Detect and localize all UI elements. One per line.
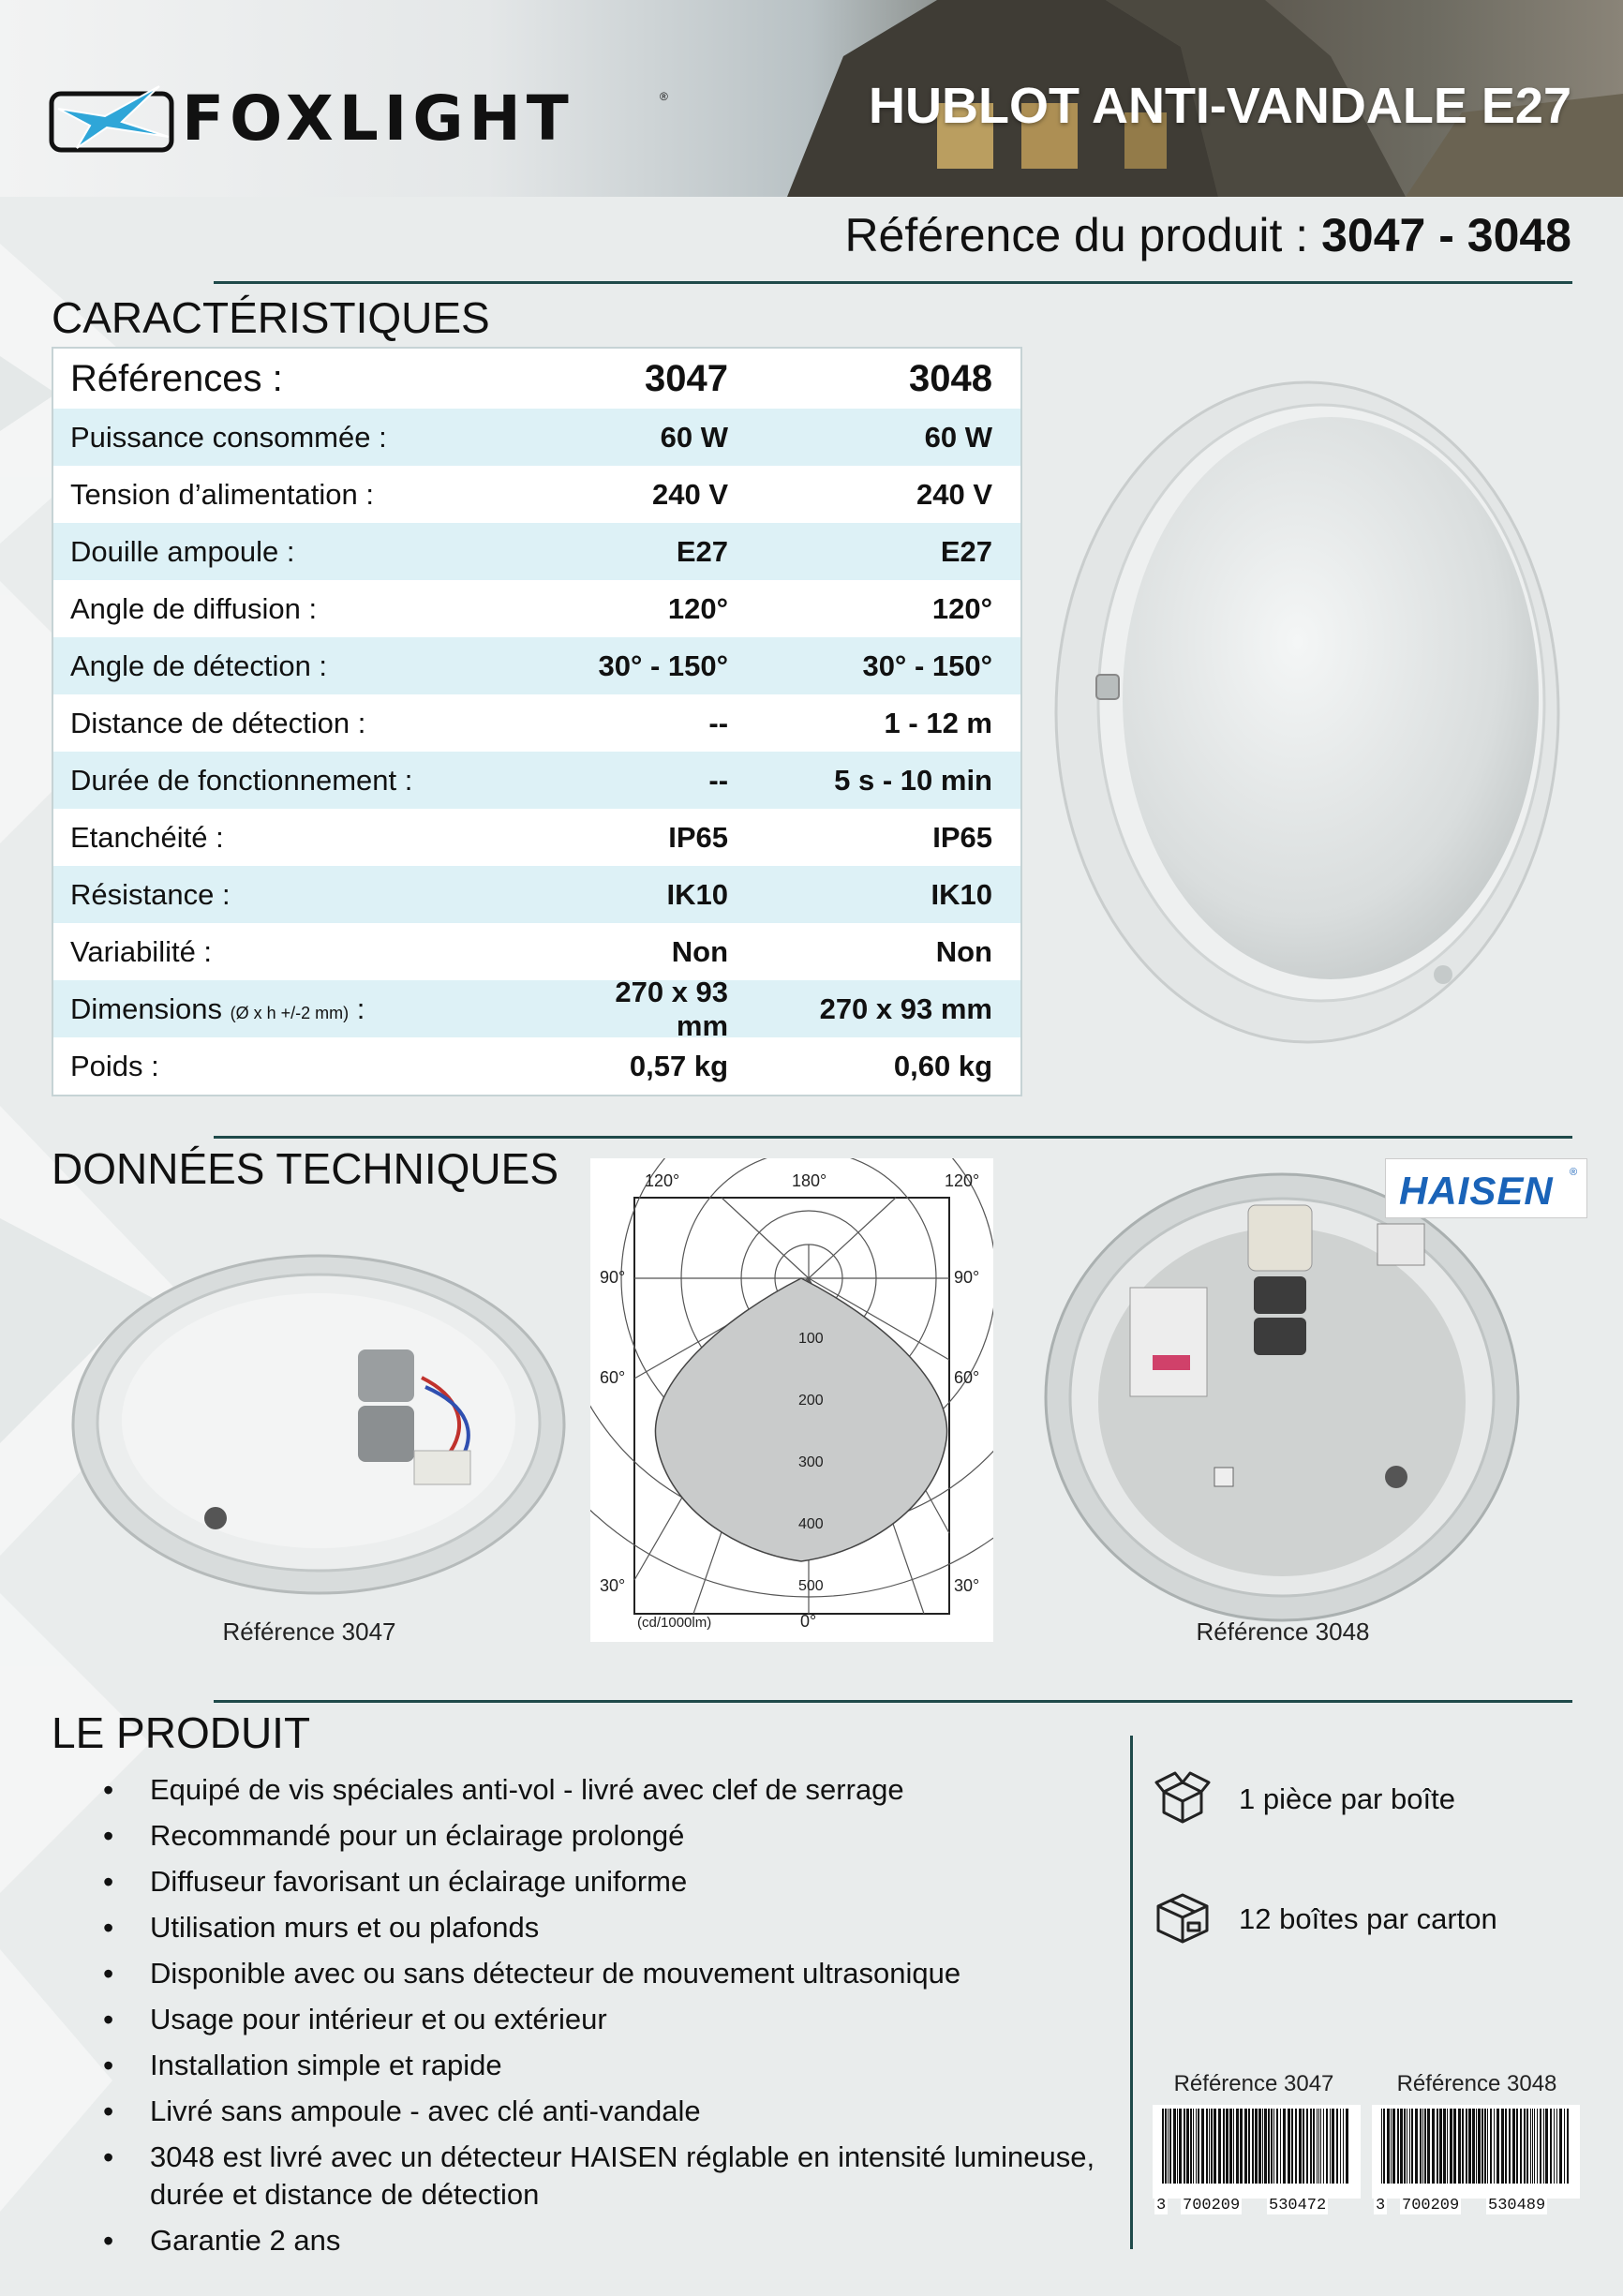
brand-name: FOXLIGHT xyxy=(182,82,574,155)
feature-item: • Usage pour intérieur et ou extérieur xyxy=(103,2001,1096,2038)
polar-0-label: 0° xyxy=(800,1612,817,1631)
product-title-section: LE PRODUIT xyxy=(52,1708,311,1757)
specs-row xyxy=(53,523,1020,580)
specs-row-value-3048: 270 x 93 mm xyxy=(819,991,992,1025)
specs-row-label: Angle de détection : xyxy=(70,649,328,682)
polar-60-right: 60° xyxy=(954,1368,980,1387)
barcode-digit-first: 3 xyxy=(1156,2197,1167,2214)
specs-row-value-3047: 120° xyxy=(667,591,729,625)
product-photo-dome xyxy=(1050,375,1565,1050)
polar-unit: (cd/1000lm) xyxy=(637,1615,712,1631)
specs-row-value-3048: 240 V xyxy=(916,477,992,511)
barcode-3047 xyxy=(1153,2105,1361,2214)
specs-row xyxy=(53,466,1020,523)
divider-technical xyxy=(214,1136,1572,1139)
specs-row-label: Tension d’alimentation : xyxy=(70,477,374,511)
specs-row-value-3048: 0,60 kg xyxy=(893,1049,992,1082)
feature-item: • 3048 est livré avec un détecteur HAISEN réglable en intensité lumineuse, durée et distance de détection xyxy=(103,2139,1096,2214)
brand-registered-mark: ® xyxy=(660,90,668,103)
specs-row-value-3047: IK10 xyxy=(666,877,729,911)
polar-radial-300: 300 xyxy=(798,1454,824,1470)
product-title: HUBLOT ANTI-VANDALE E27 xyxy=(868,78,1571,134)
product-photo-3048-open xyxy=(1040,1168,1527,1627)
carton-icon xyxy=(1153,1887,1213,1947)
specs-row xyxy=(53,1037,1020,1095)
box-open-icon xyxy=(1153,1767,1213,1827)
barcode-bars xyxy=(1377,2109,1574,2184)
packaging-per-carton-text: 12 boîtes par carton xyxy=(1239,1902,1497,1935)
specs-row-label: Dimensions (Ø x h +/-2 mm) : xyxy=(70,991,365,1025)
caption-3048: Référence 3048 xyxy=(1196,1618,1370,1646)
fox-icon xyxy=(49,81,175,156)
feature-item: • Recommandé pour un éclairage prolongé xyxy=(103,1817,1096,1855)
specs-row-value-3047: Non xyxy=(671,934,729,968)
polar-90-left: 90° xyxy=(600,1268,626,1287)
polar-diagram-svg xyxy=(590,1158,993,1642)
specs-row-label-note: (Ø x h +/-2 mm) xyxy=(230,1003,350,1022)
polar-radial-400: 400 xyxy=(798,1516,824,1532)
barcode-label-3048: Référence 3048 xyxy=(1396,2071,1557,2096)
specs-row-value-3048: 60 W xyxy=(924,420,992,454)
specs-row-label: Puissance consommée : xyxy=(70,420,387,454)
haisen-registered-mark: ® xyxy=(1570,1167,1578,1178)
reference-label: Référence du produit : xyxy=(844,209,1322,261)
specs-row-value-3047: 60 W xyxy=(660,420,729,454)
specs-row xyxy=(53,975,1020,1042)
specs-row-label: Distance de détection : xyxy=(70,706,366,739)
specs-row-label: Etanchéité : xyxy=(70,820,224,854)
feature-item: • Disponible avec ou sans détecteur de mouvement ultrasonique xyxy=(103,1955,1096,1992)
specs-row xyxy=(53,923,1020,980)
divider-top xyxy=(214,281,1572,284)
barcode-bars xyxy=(1158,2109,1355,2184)
feature-list xyxy=(103,1771,1096,2268)
polar-top-center: 180° xyxy=(792,1171,827,1190)
specs-table xyxy=(52,347,1022,1096)
specs-row-value-3047: 240 V xyxy=(652,477,729,511)
feature-item: • Utilisation murs et ou plafonds xyxy=(103,1909,1096,1946)
specs-row-value-3048: IP65 xyxy=(932,820,992,854)
feature-item: • Equipé de vis spéciales anti-vol - livré avec clef de serrage xyxy=(103,1771,1096,1809)
feature-item: • Installation simple et rapide xyxy=(103,2047,1096,2084)
barcode-digits-right: 530472 xyxy=(1269,2197,1327,2214)
specs-row-value-3048: IK10 xyxy=(931,877,992,911)
specs-row-value-3048: 120° xyxy=(931,591,992,625)
feature-item: • Garantie 2 ans xyxy=(103,2222,1096,2259)
header-banner xyxy=(0,0,1623,197)
barcode-digits-left: 700209 xyxy=(1402,2197,1460,2214)
characteristics-title: CARACTÉRISTIQUES xyxy=(52,293,490,342)
specs-row-value-3047: E27 xyxy=(676,534,729,568)
packaging-per-box-text: 1 pièce par boîte xyxy=(1239,1782,1455,1815)
feature-item: • Diffuseur favorisant un éclairage uniforme xyxy=(103,1863,1096,1901)
polar-radial-200: 200 xyxy=(798,1393,824,1409)
specs-header-label: Références : xyxy=(70,357,283,399)
specs-row-label: Douille ampoule : xyxy=(70,534,295,568)
barcode-3048 xyxy=(1372,2105,1580,2214)
polar-radial-100: 100 xyxy=(798,1331,824,1347)
specs-row-value-3047: -- xyxy=(708,706,729,739)
specs-row-value-3048: E27 xyxy=(940,534,992,568)
specs-row-label: Angle de diffusion : xyxy=(70,591,318,625)
packaging-per-carton xyxy=(1153,1887,1602,1953)
polar-top-left: 120° xyxy=(645,1171,680,1190)
specs-row-label: Résistance : xyxy=(70,877,231,911)
polar-60-left: 60° xyxy=(600,1368,626,1387)
specs-row-value-3047: -- xyxy=(708,763,729,797)
technical-title: DONNÉES TECHNIQUES xyxy=(52,1144,559,1193)
product-photo-3047-open xyxy=(66,1237,572,1603)
specs-row-value-3048: 1 - 12 m xyxy=(884,706,992,739)
specs-row xyxy=(53,409,1020,466)
packaging-per-box xyxy=(1153,1767,1602,1833)
specs-header-row xyxy=(53,349,1020,409)
caption-3047: Référence 3047 xyxy=(222,1618,396,1646)
feature-item: • Livré sans ampoule - avec clé anti-vandale xyxy=(103,2093,1096,2130)
specs-header-ref1: 3047 xyxy=(645,357,729,399)
barcode-label-3047: Référence 3047 xyxy=(1173,2071,1334,2096)
polar-diagram xyxy=(590,1158,993,1642)
specs-row-value-3048: Non xyxy=(935,934,992,968)
specs-row xyxy=(53,809,1020,866)
specs-row-value-3047: 270 x 93 mm xyxy=(615,975,729,1042)
specs-row-label: Durée de fonctionnement : xyxy=(70,763,413,797)
divider-product xyxy=(214,1700,1572,1703)
specs-header-ref2: 3048 xyxy=(909,357,992,399)
specs-row xyxy=(53,694,1020,752)
specs-row xyxy=(53,637,1020,694)
specs-row xyxy=(53,866,1020,923)
specs-row xyxy=(53,580,1020,637)
specs-row-value-3047: 0,57 kg xyxy=(629,1049,729,1082)
specs-row-value-3048: 5 s - 10 min xyxy=(834,763,992,797)
vertical-divider xyxy=(1130,1736,1133,2249)
specs-row-label: Poids : xyxy=(70,1049,159,1082)
product-reference xyxy=(844,208,1571,262)
specs-row-value-3047: IP65 xyxy=(668,820,729,854)
foxlight-logo xyxy=(49,77,667,159)
reference-values: 3047 - 3048 xyxy=(1321,209,1571,261)
specs-row-label: Variabilité : xyxy=(70,934,213,968)
polar-30-left: 30° xyxy=(600,1576,626,1595)
barcode-digit-first: 3 xyxy=(1376,2197,1386,2214)
specs-row-value-3048: 30° - 150° xyxy=(862,649,992,682)
barcode-digits-right: 530489 xyxy=(1488,2197,1546,2214)
polar-30-right: 30° xyxy=(954,1576,980,1595)
polar-top-right: 120° xyxy=(945,1171,980,1190)
haisen-logo xyxy=(1385,1158,1587,1218)
polar-radial-500: 500 xyxy=(798,1578,824,1594)
specs-row-value-3047: 30° - 150° xyxy=(598,649,729,682)
haisen-wordmark: HAISEN xyxy=(1399,1169,1554,1213)
specs-row xyxy=(53,752,1020,809)
polar-90-right: 90° xyxy=(954,1268,980,1287)
barcode-digits-left: 700209 xyxy=(1183,2197,1241,2214)
